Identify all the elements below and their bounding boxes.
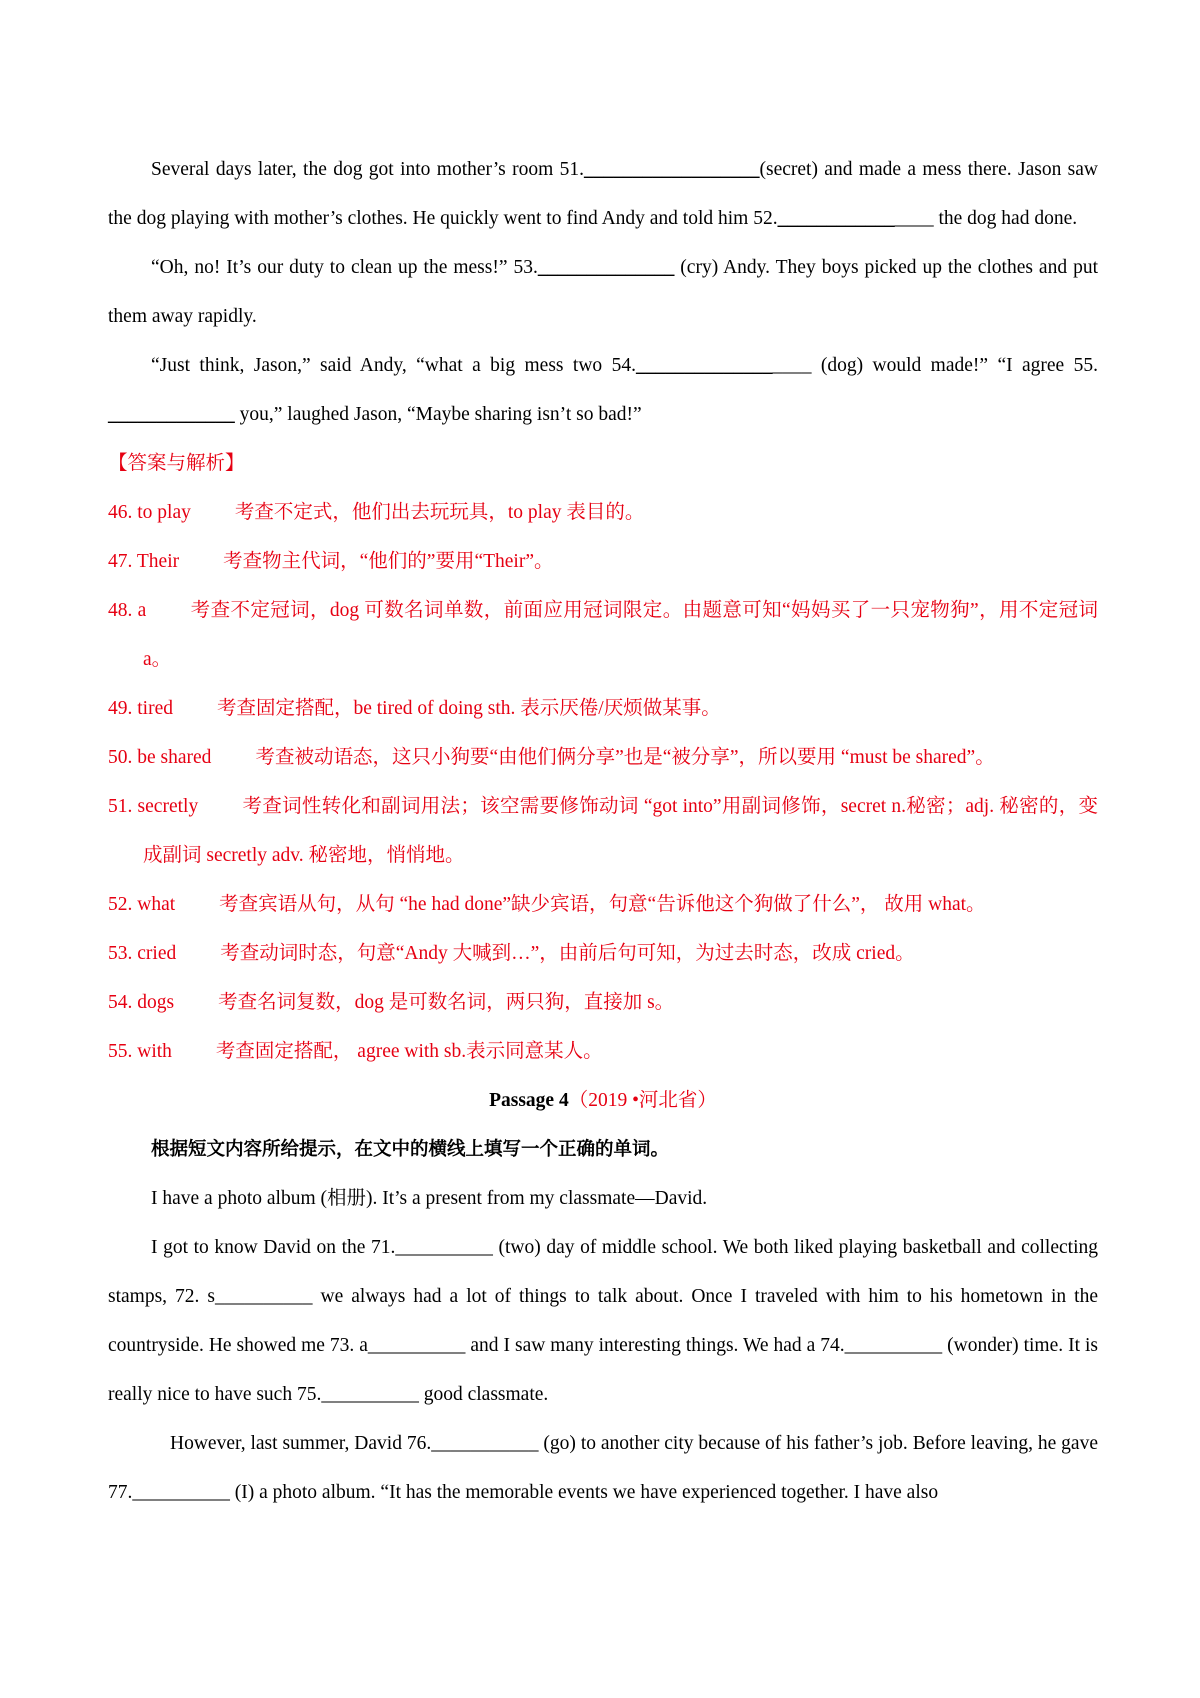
- passage4-paragraph-1: I have a photo album (相册). It’s a present from my classmate—David.: [151, 1188, 708, 1209]
- text-run: the dog had done.: [933, 208, 1078, 229]
- answer-number: 51. secretly: [108, 796, 199, 817]
- text-run: (cry) Andy. They boys picked up the clothes and put them away rapidly.: [108, 257, 1098, 327]
- answer-item: [108, 782, 1098, 880]
- answer-item: [108, 733, 1098, 782]
- answer-item: [108, 929, 1098, 978]
- passage4-paragraph-3: However, last summer, David 76.___________ (go) to another city because of his father’s job. Before leaving, he gave 77.__________ (I) a photo album. “It has the memorable events we have experienced together. I have also: [108, 1433, 1098, 1503]
- answer-item: [108, 684, 1098, 733]
- answer-item: [108, 978, 1098, 1027]
- answer-number: 48. a: [108, 600, 147, 621]
- answer-item: [108, 880, 1098, 929]
- passage-title-text: Passage 4: [489, 1090, 569, 1111]
- answer-number: 52. what: [108, 894, 176, 915]
- text-run: (secret) and made a mess there. Jason saw the dog playing with mother’s clothes. He quickly went to find Andy and told him 52.: [108, 159, 1098, 229]
- passage4-title: [108, 1076, 1098, 1125]
- passage3-paragraph-2: [108, 243, 1098, 341]
- answer-explanation: 考查宾语从句，从句 “he had done”缺少宾语，句意“告诉他这个狗做了什么”， 故用 what。: [219, 894, 986, 915]
- passage4-instruction: 根据短文内容所给提示，在文中的横线上填写一个正确的单词。: [151, 1139, 670, 1160]
- text-run: “Oh, no! It’s our duty to clean up the mess!” 53.: [151, 257, 538, 278]
- answer-number: 50. be shared: [108, 747, 212, 768]
- passage3-paragraph-3: [108, 341, 1098, 439]
- answer-explanation: 考查固定搭配， agree with sb.表示同意某人。: [215, 1041, 603, 1062]
- answer-number: 49. tired: [108, 698, 173, 719]
- answer-explanation: 考查词性转化和副词用法；该空需要修饰动词 “got into”用副词修饰，secret n.秘密；adj. 秘密的，变成副词 secretly adv. 秘密地，悄悄地。: [143, 796, 1098, 866]
- answer-number: 55. with: [108, 1041, 172, 1062]
- answer-explanation: 考查名词复数，dog 是可数名词，两只狗，直接加 s。: [218, 992, 675, 1013]
- text-run: (dog) would made!” “I agree 55.: [811, 355, 1098, 376]
- answer-item: [108, 537, 1098, 586]
- text-run: Several days later, the dog got into mother’s room 51.: [151, 159, 584, 180]
- passage4-paragraph-2: I got to know David on the 71.__________ (two) day of middle school. We both liked playing basketball and collecting stamps, 72. s__________ we always had a lot of things to talk about. Once I traveled with him to his hometown in the countryside. He showed me 73. a__________ and I saw many interesting things. We had a 74.__________ (wonder) time. It is really nice to have such 75.__________ good classmate.: [108, 1237, 1098, 1405]
- text-run: you,” laughed Jason, “Maybe sharing isn’t so bad!”: [234, 404, 642, 425]
- answer-item: [108, 488, 1098, 537]
- answer-explanation: 考查固定搭配，be tired of doing sth. 表示厌倦/厌烦做某事。: [216, 698, 721, 719]
- answers-heading: 【答案与解析】: [108, 453, 245, 474]
- answer-explanation: 考查被动语态，这只小狗要“由他们俩分享”也是“被分享”，所以要用 “must be shared”。: [255, 747, 995, 768]
- blank-52-tail: ____: [894, 208, 934, 229]
- document-content: [108, 145, 1098, 1517]
- answer-explanation: 考查不定冠词，dog 可数名词单数，前面应用冠词限定。由题意可知“妈妈买了一只宠物狗”，用不定冠词 a。: [143, 600, 1099, 670]
- answer-number: 54. dogs: [108, 992, 175, 1013]
- blank-51: __________________: [584, 159, 760, 180]
- text-run: “Just think, Jason,” said Andy, “what a big mess two 54.: [151, 355, 636, 376]
- answer-number: 46. to play: [108, 502, 191, 523]
- blank-55: _____________: [108, 404, 235, 425]
- blank-54-tail: ____: [772, 355, 812, 376]
- passage-source: （2019 •河北省）: [568, 1090, 717, 1111]
- answer-item: [108, 586, 1098, 684]
- passage3-paragraph-1: [108, 145, 1098, 243]
- answer-explanation: 考查物主代词，“他们的”要用“Their”。: [223, 551, 554, 572]
- answer-item: [108, 1027, 1098, 1076]
- blank-52: ____________: [777, 208, 895, 229]
- answer-explanation: 考查动词时态，句意“Andy 大喊到…”，由前后句可知，为过去时态，改成 cried。: [220, 943, 915, 964]
- answer-number: 53. cried: [108, 943, 177, 964]
- blank-53: ______________: [537, 257, 675, 278]
- blank-54: ______________: [635, 355, 773, 376]
- answer-explanation: 考查不定式，他们出去玩玩具，to play 表目的。: [234, 502, 645, 523]
- answer-number: 47. Their: [108, 551, 180, 572]
